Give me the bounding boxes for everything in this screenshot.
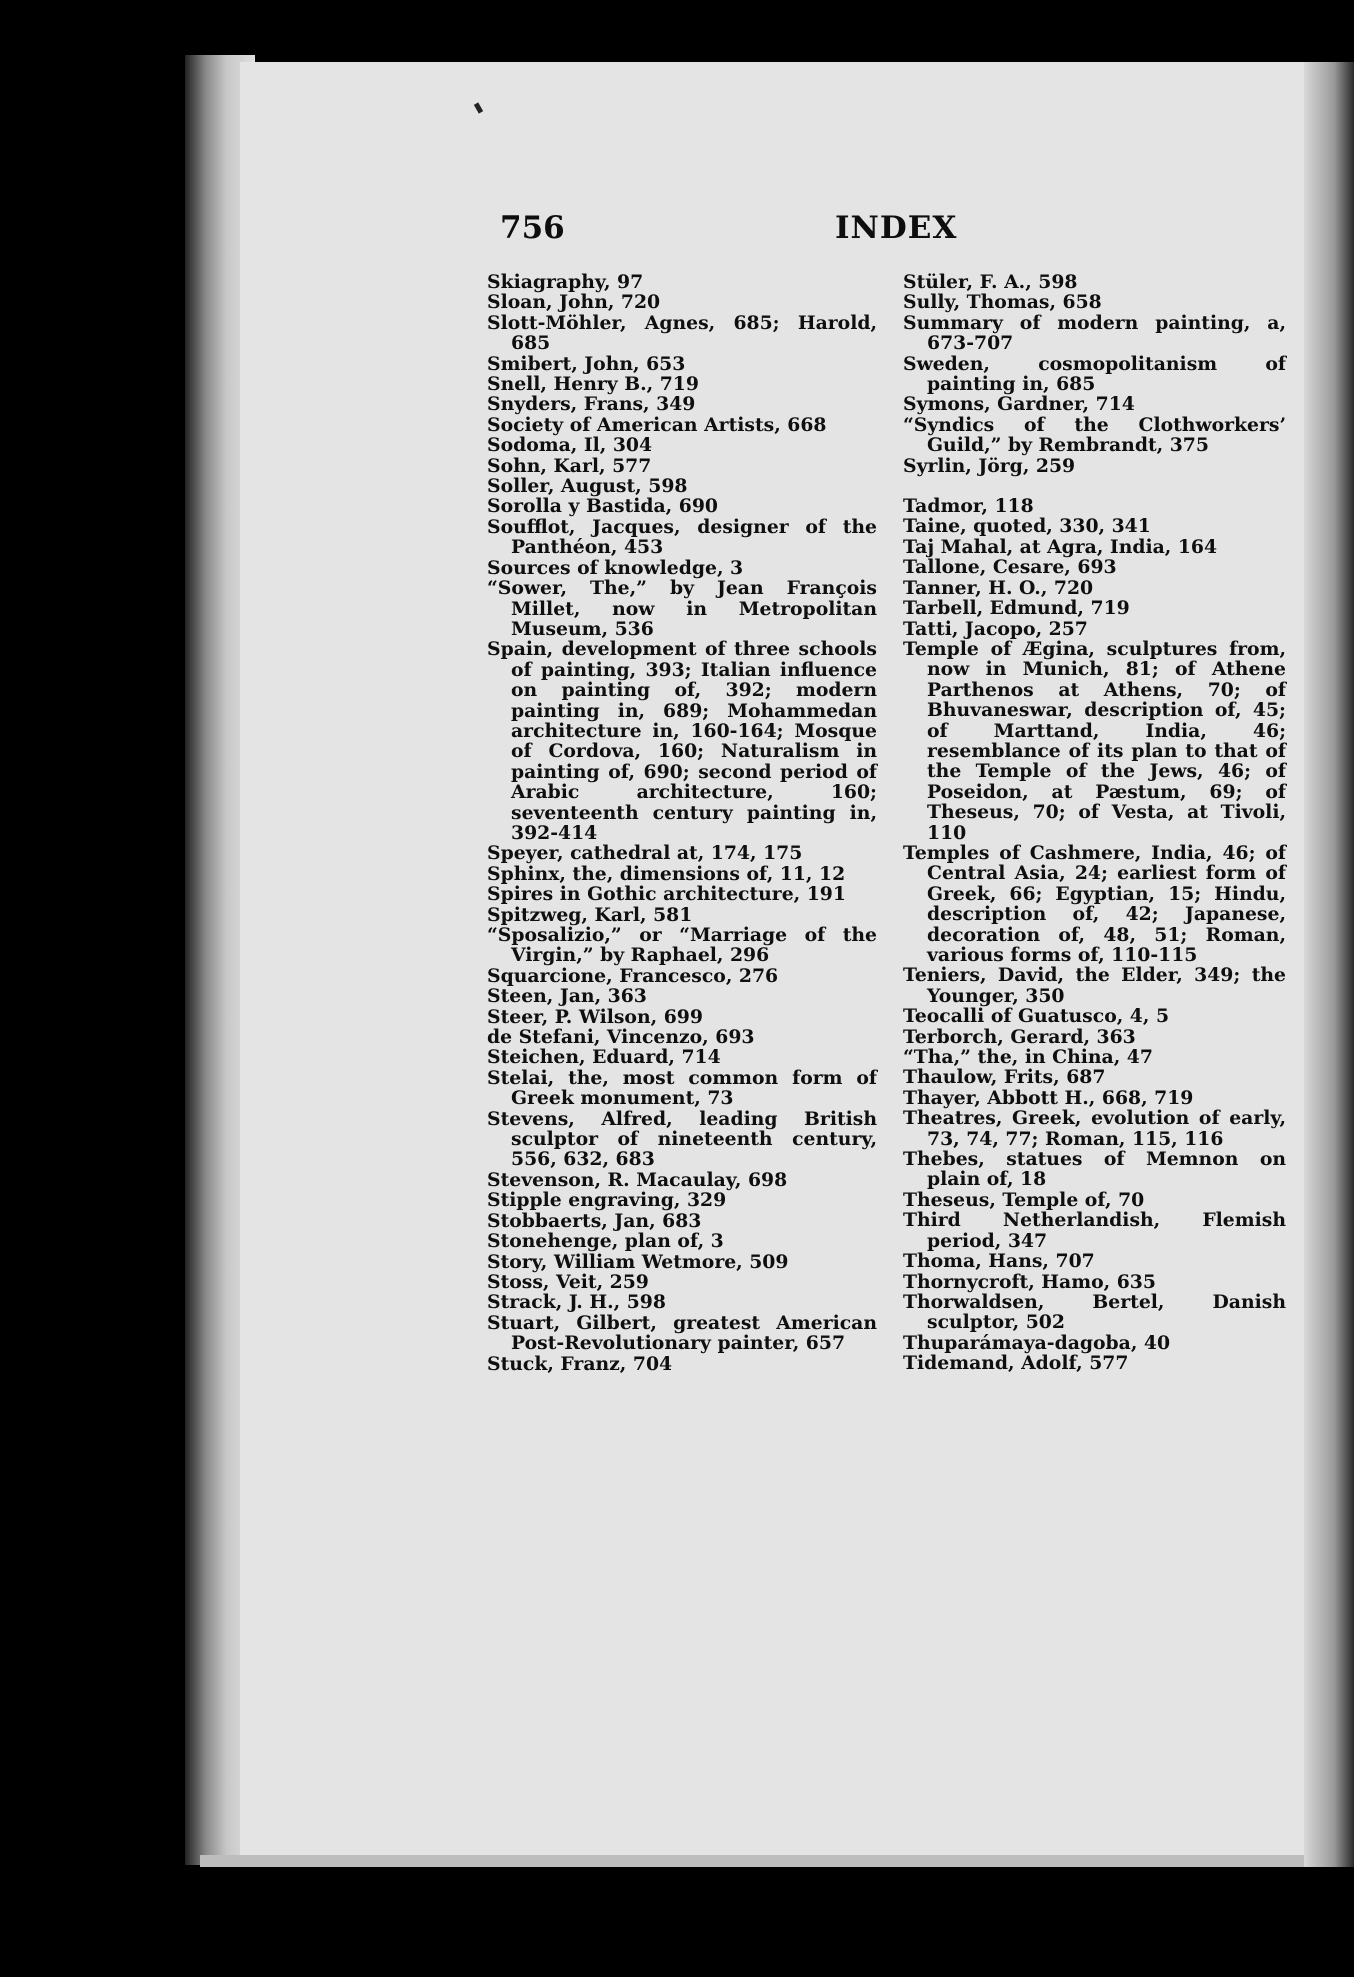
index-entry: Steer, P. Wilson, 699	[487, 1005, 703, 1028]
index-entry: Smibert, John, 653	[487, 352, 686, 375]
group-spacer	[903, 476, 1286, 496]
index-entry: Sorolla y Bastida, 690	[487, 495, 718, 518]
index-entry: “Sower, The,” by Jean François Millet, now in Metropolitan Museum, 536	[487, 577, 877, 640]
index-entry: “Syndics of the Clothworkers’ Guild,” by Rembrandt, 375	[903, 413, 1286, 457]
index-entry: Thornycroft, Hamo, 635	[903, 1270, 1156, 1293]
index-entry: Temples of Cashmere, India, 46; of Central Asia, 24; earliest form of Greek, 66; Egyptian, 15; Hindu, description of, 42; Japanese, decoration of, 48, 51; Roman, various forms of, 110-115	[903, 841, 1286, 966]
index-entry: Sphinx, the, dimensions of, 11, 12	[487, 862, 846, 885]
index-entry: Stevenson, R. Macaulay, 698	[487, 1168, 788, 1191]
index-entry: Theseus, Temple of, 70	[903, 1188, 1145, 1211]
index-column-right	[903, 272, 1286, 1374]
index-entry: Tallone, Cesare, 693	[903, 556, 1117, 579]
index-entry: Spires in Gothic architecture, 191	[487, 883, 846, 906]
index-group-s	[903, 272, 1286, 476]
index-entry: Sources of knowledge, 3	[487, 556, 744, 579]
index-entry: Taine, quoted, 330, 341	[903, 515, 1151, 538]
index-entry: Stevens, Alfred, leading British sculptor of nineteenth century, 556, 632, 683	[487, 1107, 877, 1171]
index-entry: Sodoma, Il, 304	[487, 434, 653, 457]
index-column-left	[487, 272, 877, 1374]
index-entry: Terborch, Gerard, 363	[903, 1025, 1136, 1048]
index-group-t	[903, 496, 1286, 1373]
index-entry: Sohn, Karl, 577	[487, 454, 652, 477]
index-entry: Skiagraphy, 97	[487, 271, 644, 293]
index-entry: Stüler, F. A., 598	[903, 271, 1078, 293]
index-entry: Tanner, H. O., 720	[903, 576, 1094, 599]
index-entry: Temple of Ægina, sculptures from, now in Munich, 81; of Athene Parthenos at Athens, 70; of Bhuvaneswar, description of, 45; of Marttand, India, 46; resemblance of its plan to that of the Temple of the Jews, 46; of Poseidon, at Pæstum, 69; of Theseus, 70; of Vesta, at Tivoli, 110	[903, 637, 1286, 844]
page-right-shadow	[1304, 62, 1354, 1867]
page-title: INDEX	[835, 210, 958, 246]
index-entry: Thebes, statues of Memnon on plain of, 18	[903, 1148, 1286, 1191]
index-entry: Thaulow, Frits, 687	[903, 1066, 1106, 1089]
index-entry: “Tha,” the, in China, 47	[903, 1046, 1153, 1069]
index-entry: Snell, Henry B., 719	[487, 373, 699, 396]
index-entry: Stuart, Gilbert, greatest American Post-Revolutionary painter, 657	[487, 1311, 877, 1355]
index-entry: Squarcione, Francesco, 276	[487, 964, 779, 987]
page-number: 756	[500, 210, 565, 246]
index-entry: Strack, J. H., 598	[487, 1291, 666, 1314]
index-entry: Sweden, cosmopolitanism of painting in, 685	[903, 352, 1286, 396]
index-entry: Snyders, Frans, 349	[487, 393, 696, 416]
index-entry: Tatti, Jacopo, 257	[903, 617, 1088, 640]
index-entry: Thorwaldsen, Bertel, Danish sculptor, 502	[903, 1290, 1286, 1334]
index-entry: Teocalli of Guatusco, 4, 5	[903, 1005, 1170, 1028]
index-entry: Stipple engraving, 329	[487, 1189, 727, 1212]
index-entry: Society of American Artists, 668	[487, 413, 827, 436]
index-entry: Sully, Thomas, 658	[903, 291, 1102, 314]
index-entry: Thayer, Abbott H., 668, 719	[903, 1086, 1194, 1109]
index-entry: Tidemand, Adolf, 577	[903, 1352, 1129, 1375]
index-entry: “Sposalizio,” or “Marriage of the Virgin,” by Raphael, 296	[487, 924, 877, 967]
page-bottom-edge	[200, 1855, 1350, 1867]
index-entry: Syrlin, Jörg, 259	[903, 454, 1076, 477]
index-entry: Third Netherlandish, Flemish period, 347	[903, 1209, 1286, 1252]
index-entry: Soller, August, 598	[487, 475, 688, 498]
index-entry: Taj Mahal, at Agra, India, 164	[903, 535, 1218, 558]
index-entry: Spain, development of three schools of painting, 393; Italian influence on painting of, 392; modern painting in, 689; Mohammedan architecture in, 160-164; Mosque of Cordova, 160; Naturalism in painting of, 690; second period of Arabic architecture, 160; seventeenth century painting in, 392-414	[487, 638, 877, 844]
index-entry: Thoma, Hans, 707	[903, 1250, 1095, 1273]
running-head	[485, 210, 958, 255]
index-entry: Tarbell, Edmund, 719	[903, 597, 1130, 620]
index-entry: Stobbaerts, Jan, 683	[487, 1209, 702, 1232]
index-entry: Steichen, Eduard, 714	[487, 1046, 721, 1069]
index-entry: Sloan, John, 720	[487, 291, 661, 314]
index-entry: Soufflot, Jacques, designer of the Panthéon, 453	[487, 515, 877, 559]
index-entry: Stuck, Franz, 704	[487, 1352, 673, 1375]
index-entry: Symons, Gardner, 714	[903, 393, 1135, 416]
index-entry: Speyer, cathedral at, 174, 175	[487, 842, 803, 865]
index-entry: Steen, Jan, 363	[487, 985, 647, 1008]
index-entry: Spitzweg, Karl, 581	[487, 903, 693, 926]
index-entry: Story, William Wetmore, 509	[487, 1250, 789, 1273]
index-entry: Summary of modern painting, a, 673-707	[903, 311, 1286, 355]
index-entry: Stelai, the, most common form of Greek monument, 73	[487, 1066, 877, 1110]
index-entry: Slott-Möhler, Agnes, 685; Harold, 685	[487, 311, 877, 355]
index-entry: Theatres, Greek, evolution of early, 73, 74, 77; Roman, 115, 116	[903, 1107, 1286, 1150]
index-entry: Teniers, David, the Elder, 349; the Younger, 350	[903, 964, 1286, 1007]
index-entry: Tadmor, 118	[903, 495, 1034, 518]
index-entry: Thuparámaya-dagoba, 40	[903, 1331, 1171, 1354]
index-entry: de Stefani, Vincenzo, 693	[487, 1026, 755, 1049]
index-entry: Stonehenge, plan of, 3	[487, 1230, 724, 1253]
index-entry: Stoss, Veit, 259	[487, 1270, 649, 1293]
